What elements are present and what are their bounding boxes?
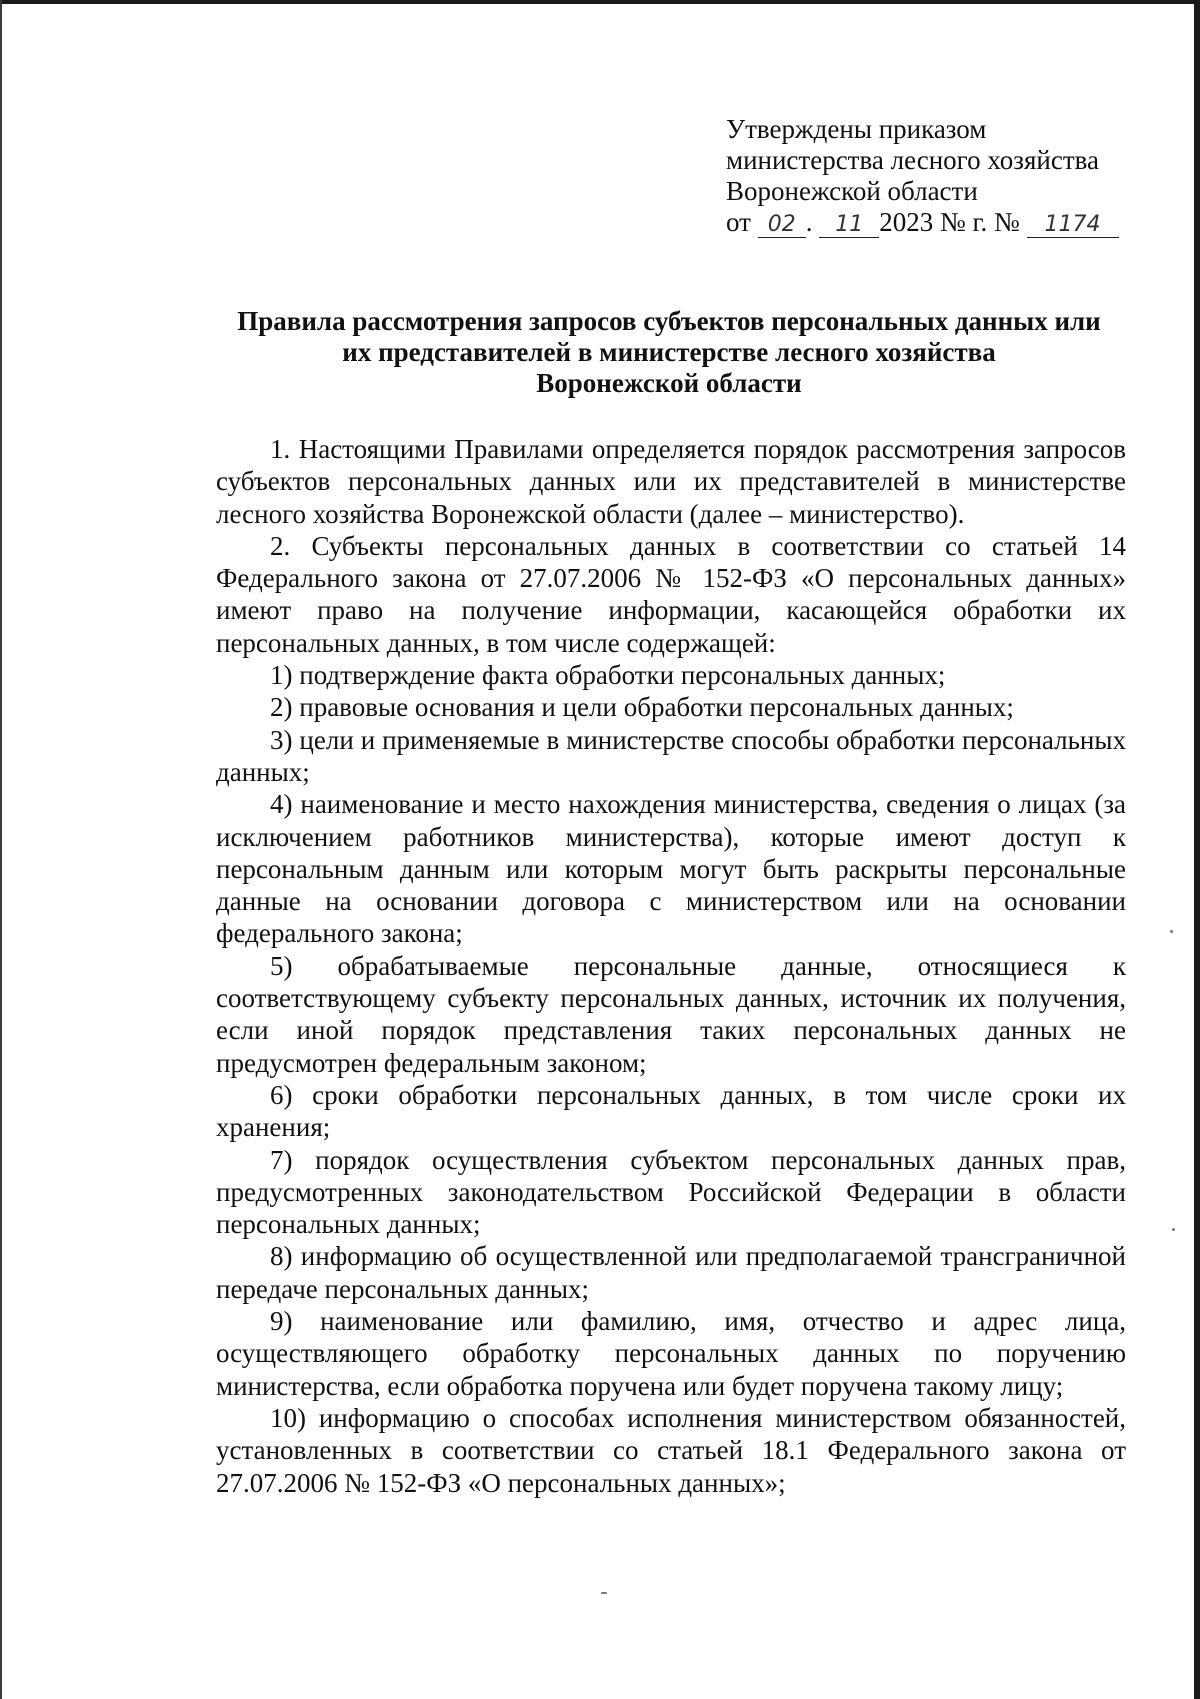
- scan-edge-right: [1194, 0, 1200, 1699]
- approval-line-1: Утверждены приказом: [726, 114, 987, 144]
- list-item-10: 10) информацию о способах исполнения министерством обязанностей, установленных в соответствии со статьей 18.1 Федерального закона от 27.07.2006 № 152-ФЗ «О персональных данных»;: [216, 1402, 1126, 1498]
- list-item-6: 6) сроки обработки персональных данных, в том числе сроки их хранения;: [216, 1079, 1126, 1143]
- approval-date-line: [726, 207, 1166, 238]
- list-item-3: 3) цели и применяемые в министерстве способы обработки персональных данных;: [216, 724, 1126, 787]
- list-item-5: 5) обрабатываемые персональные данные, относящиеся к соответствующему субъекту персональных данных, источник их получения, если иной порядок представления таких персональных данных не предусмотрен федеральным законом;: [216, 950, 1126, 1078]
- handwritten-order-number: 1174: [1027, 213, 1119, 238]
- scan-edge-top: [0, 0, 1200, 4]
- title-line-1: Правила рассмотрения запросов субъектов персональных данных или: [237, 306, 1101, 336]
- scan-speck: [1172, 1228, 1175, 1231]
- approval-line-3: Воронежской области: [726, 176, 978, 206]
- list-item-1: 1) подтверждение факта обработки персональных данных;: [270, 660, 946, 691]
- list-item-4: 4) наименование и место нахождения министерства, сведения о лицах (за исключением работников министерства), которые имеют доступ к персональным данным или которым могут быть раскрыты персональные данные на основании договора с министерством или на основании федерального закона;: [216, 789, 1126, 949]
- date-prefix: от: [726, 207, 751, 237]
- approval-stamp-block: [726, 114, 1166, 238]
- handwritten-month: 11: [819, 213, 879, 238]
- title-line-2: их представителей в министерстве лесного хозяйства: [342, 337, 996, 367]
- list-item-2: 2) правовые основания и цели обработки персональных данных;: [270, 692, 1014, 723]
- scan-speck: [1170, 930, 1173, 933]
- paragraph-2: 2. Субъекты персональных данных в соответствии со статьей 14 Федерального закона от 27.07.2006 № 152-ФЗ «О персональных данных» имеют право на получение информации, касающейся обработки их персональных данных, в том числе содержащей:: [216, 530, 1126, 658]
- scan-edge-left: [0, 0, 2, 1699]
- title-line-3: Воронежской области: [536, 368, 802, 398]
- document-title: [212, 306, 1126, 399]
- date-separator: .: [805, 207, 813, 237]
- paragraph-1: 1. Настоящими Правилами определяется порядок рассмотрения запросов субъектов персональных данных или их представителей в министерстве лесного хозяйства Воронежской области (далее – министерство).: [216, 434, 1126, 529]
- approval-line-2: министерства лесного хозяйства: [726, 145, 1099, 175]
- document-body: [216, 433, 1126, 1499]
- list-item-9: 9) наименование или фамилию, имя, отчество и адрес лица, осуществляющего обработку персональных данных по поручению министерства, если обработка поручена или будет поручена такому лицу;: [216, 1306, 1126, 1401]
- list-item-8: 8) информацию об осуществленной или предполагаемой трансграничной передаче персональных данных;: [216, 1241, 1126, 1304]
- scan-speck: [601, 1592, 607, 1594]
- handwritten-day: 02: [758, 213, 806, 238]
- date-year: 2023 № г. №: [879, 207, 1020, 237]
- list-item-7: 7) порядок осуществления субъектом персональных данных прав, предусмотренных законодательством Российской Федерации в области персональных данных;: [216, 1144, 1126, 1240]
